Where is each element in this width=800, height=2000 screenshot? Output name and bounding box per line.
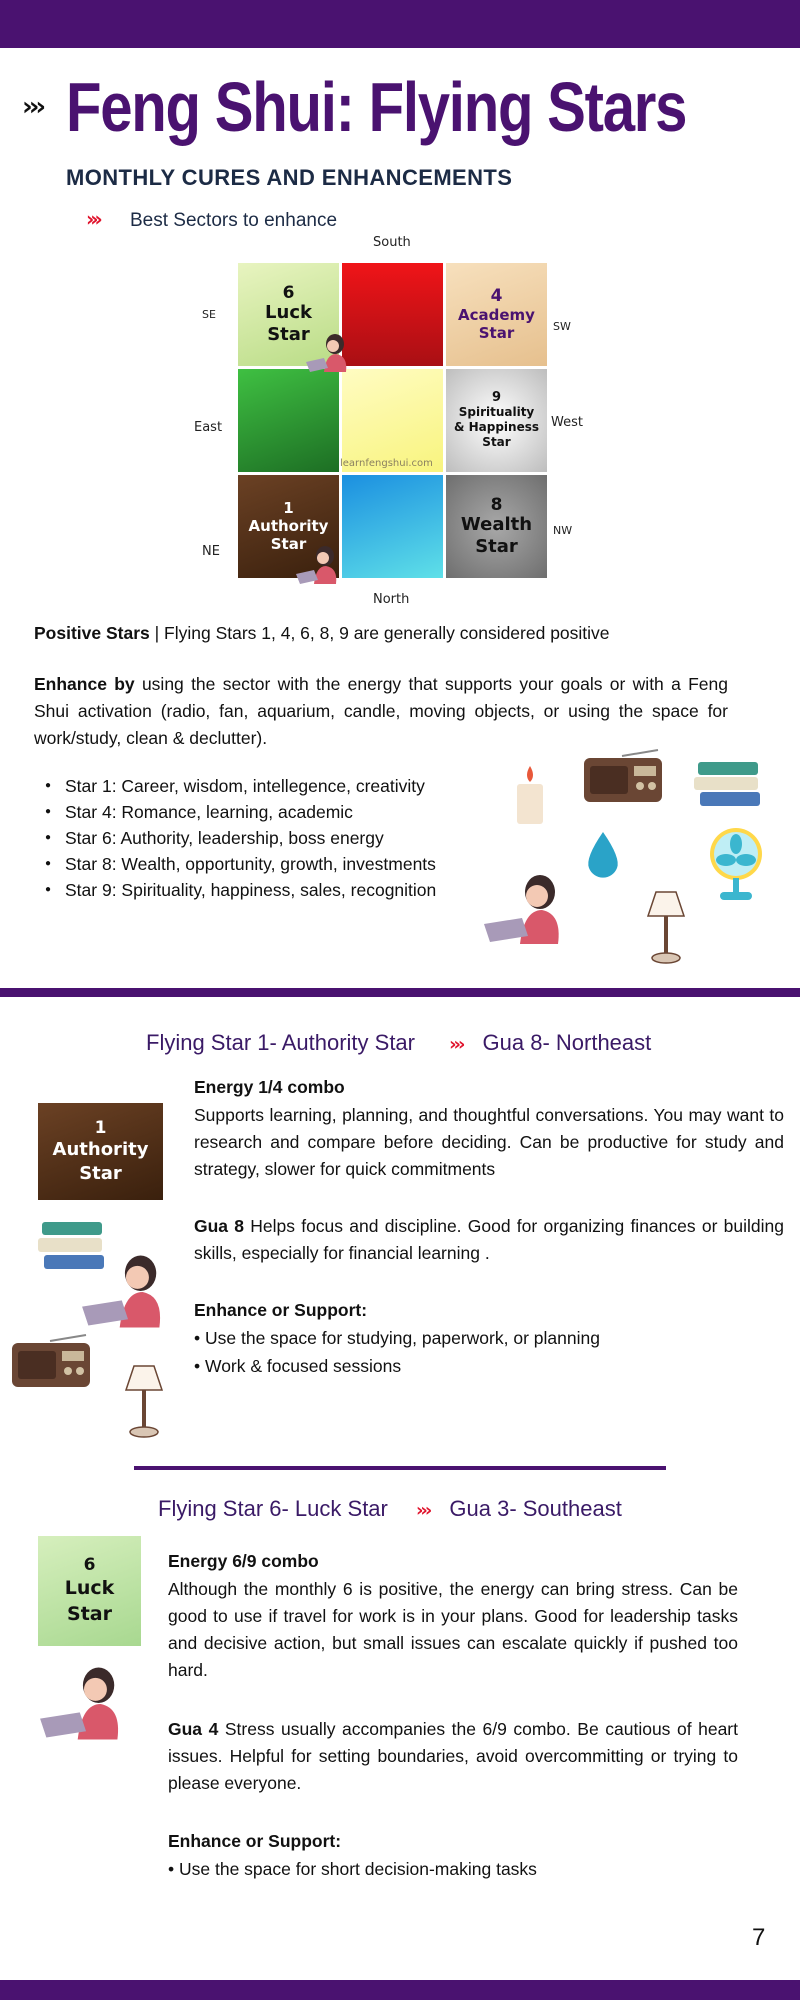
bottom-band (0, 1980, 800, 2000)
star-list-item: ● Star 9: Spirituality, happiness, sales, recognition (42, 877, 436, 903)
person-laptop-icon (80, 1252, 174, 1330)
section1-title: Flying Star 1- Authority Star (146, 1030, 415, 1055)
cell-sw-line2: Star (478, 323, 515, 342)
section1-energy-heading-text: Energy 1/4 combo (194, 1077, 345, 1097)
grid-cell-west (446, 369, 547, 472)
section1-gua-text: Helps focus and discipline. Good for organizing finances or building skills, especially for financial learning . (194, 1216, 784, 1263)
section1-gua-label: Gua 8 (194, 1216, 244, 1236)
section2-gua-label: Gua 4 (168, 1719, 219, 1739)
direction-west: West (551, 415, 583, 430)
cell-se-line2: Star (267, 323, 310, 345)
direction-south: South (373, 235, 411, 250)
direction-north: North (373, 592, 410, 607)
section2-support-item: • Use the space for short decision-making tasks (168, 1859, 537, 1879)
star-list (42, 773, 436, 903)
title-chevron-icon: ››› (22, 92, 43, 122)
cell-se-line1: Luck (265, 302, 312, 324)
page-subtitle: MONTHLY CURES AND ENHANCEMENTS (66, 165, 513, 190)
positive-stars-paragraph (34, 620, 734, 647)
cell-nw-line2: Star (475, 535, 518, 557)
person-laptop-icon (292, 544, 342, 586)
enhance-text: using the sector with the energy that supports your goals or with a Feng Shui activation (radio, fan, aquarium, candle, moving objects, or using the space for work/study, clean & declutter). (34, 674, 728, 748)
fan-icon (706, 826, 766, 902)
grid-cell-east (238, 369, 339, 472)
section2-gua-text: Stress usually accompanies the 6/9 combo. Be cautious of heart issues. Helpful for setting boundaries, avoid overcommitting or trying to please everyone. (168, 1719, 738, 1793)
tile1-line2: Star (79, 1162, 122, 1184)
cell-nw-line1: Wealth (460, 514, 533, 536)
cell-west-number: 9 (491, 389, 502, 405)
radio-icon (582, 748, 664, 806)
section-divider (134, 1466, 666, 1470)
top-band (0, 0, 800, 48)
cell-sw-number: 4 (490, 286, 503, 307)
cell-nw-number: 8 (490, 494, 503, 515)
positive-stars-label: Positive Stars (34, 623, 150, 643)
star-list-item: ● Star 6: Authority, leadership, boss energy (42, 825, 436, 851)
cell-ne-number: 1 (283, 499, 294, 518)
lamp-icon (646, 888, 686, 964)
section2-energy-text: Although the monthly 6 is positive, the energy can bring stress. Can be good to use if travel for work is in your plans. Good for leadership tasks and decisive action, but small issues can escalate quickly if pushed too hard. (168, 1579, 738, 1680)
tile6-number: 6 (83, 1555, 96, 1576)
section1-title-row (146, 1030, 651, 1056)
lamp-icon (124, 1362, 164, 1438)
section2-energy-heading-text: Energy 6/9 combo (168, 1551, 319, 1571)
section1-gua: Gua 8- Northeast (482, 1030, 652, 1055)
watermark: learnfengshui.com (340, 458, 433, 469)
direction-nw: NW (553, 524, 573, 537)
grid-cell-center (342, 369, 443, 472)
enhance-label: Enhance by (34, 674, 135, 694)
grid-cell-nw (446, 475, 547, 578)
tile1-line1: Authority (52, 1139, 149, 1161)
section1-support-item: • Use the space for studying, paperwork, or planning (194, 1328, 600, 1348)
section2-title-row (158, 1496, 622, 1522)
direction-sw: SW (553, 320, 571, 333)
page-title: Feng Shui: Flying Stars (66, 68, 687, 146)
grid-cell-sw (446, 263, 547, 366)
flying-star-grid (238, 263, 548, 581)
tile1-number: 1 (94, 1117, 107, 1138)
cell-se-number: 6 (282, 282, 295, 303)
page-number: 7 (752, 1924, 766, 1951)
water-drop-icon (583, 830, 623, 886)
grid-cell-north (342, 475, 443, 578)
section2-energy-heading (168, 1548, 738, 1575)
direction-ne: NE (202, 544, 220, 559)
cell-sw-line1: Academy (458, 305, 535, 324)
section2-gua: Gua 3- Southeast (449, 1496, 622, 1521)
direction-se: SE (202, 308, 216, 321)
sectors-chevron-icon: ››› (86, 207, 99, 231)
section1-support-heading-text: Enhance or Support: (194, 1300, 368, 1320)
section1-gua-paragraph (194, 1213, 784, 1267)
person-laptop-icon (38, 1664, 132, 1742)
star-list-item: ● Star 4: Romance, learning, academic (42, 799, 436, 825)
direction-east: East (194, 420, 223, 435)
section2-title: Flying Star 6- Luck Star (158, 1496, 388, 1521)
section2-support-heading (168, 1828, 738, 1855)
cell-west-line3: Star (482, 435, 511, 450)
section2-support-heading-text: Enhance or Support: (168, 1831, 342, 1851)
section1-support-heading (194, 1297, 784, 1324)
cell-west-line2: & Happiness (453, 420, 540, 435)
candle-icon (512, 764, 548, 826)
grid-cell-south (342, 263, 443, 366)
radio-icon (10, 1332, 92, 1392)
section-band (0, 988, 800, 997)
luck-star-tile (38, 1536, 141, 1646)
sectors-heading: Best Sectors to enhance (130, 210, 338, 231)
cell-ne-line1: Authority (248, 516, 329, 535)
person-laptop-icon (302, 332, 352, 374)
section1-energy-text: Supports learning, planning, and thoughtful conversations. You may want to research and compare before deciding. Can be productive for study and strategy, slower for quick commitments (194, 1105, 784, 1179)
star-list-item: ● Star 8: Wealth, opportunity, growth, investments (42, 851, 436, 877)
section1-chevron-icon: ››› (449, 1034, 463, 1055)
section2-gua-paragraph (168, 1716, 738, 1797)
tile6-line2: Star (67, 1603, 112, 1626)
person-laptop-icon (482, 872, 572, 946)
cell-ne-line2: Star (270, 534, 307, 553)
cell-west-line1: Spirituality (458, 405, 535, 420)
positive-stars-text: | Flying Stars 1, 4, 6, 8, 9 are generally considered positive (149, 623, 610, 643)
enhance-paragraph (34, 671, 728, 752)
section1-support-item: • Work & focused sessions (194, 1356, 402, 1376)
books-icon (694, 760, 762, 812)
authority-star-tile (38, 1103, 163, 1200)
tile6-line1: Luck (64, 1577, 115, 1600)
section2-chevron-icon: ››› (416, 1500, 430, 1521)
section1-energy-heading (194, 1074, 784, 1101)
star-list-item: ● Star 1: Career, wisdom, intellegence, creativity (42, 773, 436, 799)
